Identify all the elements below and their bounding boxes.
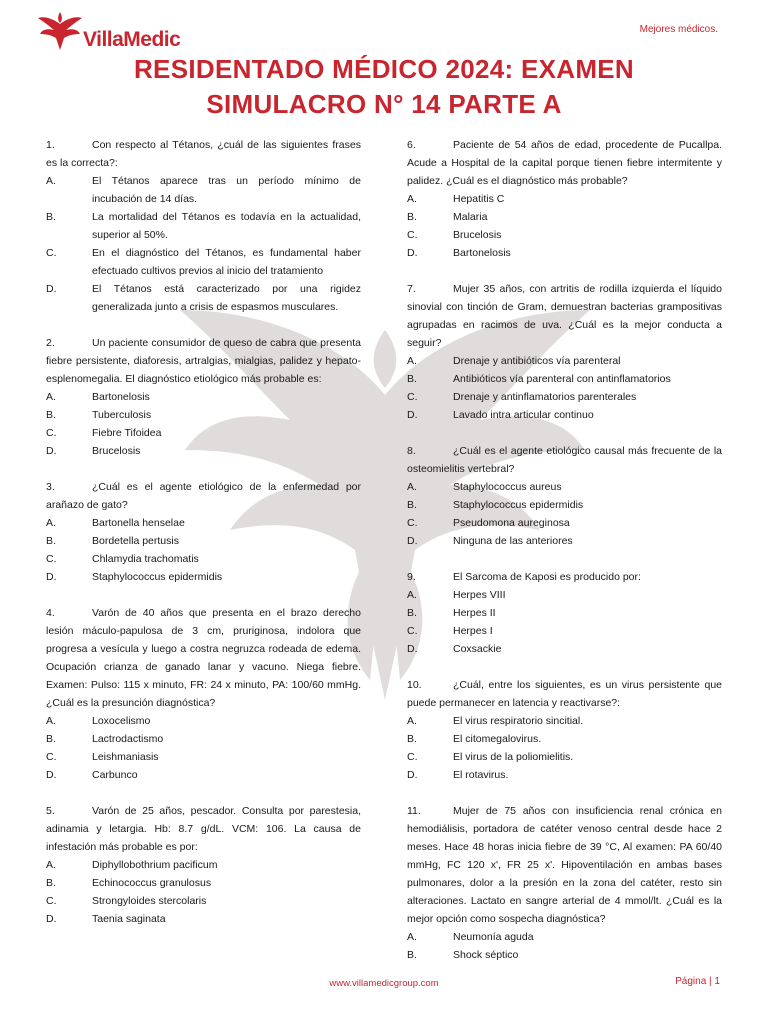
question-text: Con respecto al Tétanos, ¿cuál de las siguientes frases es la correcta?: xyxy=(46,139,361,169)
page-number: Página | 1 xyxy=(675,976,720,987)
option-row xyxy=(46,172,361,208)
option-letter: B. xyxy=(407,607,417,619)
option-row xyxy=(407,712,722,730)
question-stem xyxy=(46,136,361,172)
option-text: Lavado intra articular continuo xyxy=(453,409,594,421)
option-letter: D. xyxy=(407,535,418,547)
option-text: El citomegalovirus. xyxy=(453,733,542,745)
phoenix-icon xyxy=(36,8,84,56)
option-letter: C. xyxy=(407,517,418,529)
option-letter: B. xyxy=(407,499,417,511)
option-letter: D. xyxy=(46,769,57,781)
option-row xyxy=(407,244,722,262)
question-number: 7. xyxy=(407,283,416,295)
option-letter: C. xyxy=(46,895,57,907)
question-number: 4. xyxy=(46,607,55,619)
option-row xyxy=(407,730,722,748)
option-text: El Tétanos aparece tras un período mínimo de incubación de 14 días. xyxy=(92,175,361,205)
option-letter: D. xyxy=(46,445,57,457)
option-text: Lactrodactismo xyxy=(92,733,164,745)
option-text: Brucelosis xyxy=(92,445,141,457)
option-text: Bartonelosis xyxy=(92,391,150,403)
option-letter: D. xyxy=(46,283,57,295)
footer-website-link[interactable]: www.villamedicgroup.com xyxy=(329,978,439,989)
option-text: El virus respiratorio sincitial. xyxy=(453,715,584,727)
option-letter: A. xyxy=(46,715,56,727)
question-item xyxy=(46,802,361,928)
option-row xyxy=(46,514,361,532)
page-header xyxy=(0,0,768,60)
question-stem xyxy=(46,478,361,514)
option-letter: A. xyxy=(407,931,417,943)
option-letter: C. xyxy=(407,229,418,241)
option-row xyxy=(407,388,722,406)
option-row xyxy=(46,748,361,766)
option-letter: A. xyxy=(407,589,417,601)
option-text: Strongyloides stercolaris xyxy=(92,895,207,907)
option-text: La mortalidad del Tétanos es todavía en la actualidad, superior al 50%. xyxy=(92,211,361,241)
option-text: Leishmaniasis xyxy=(92,751,159,763)
question-item xyxy=(407,442,722,550)
question-stem xyxy=(407,568,722,586)
question-text: Varón de 40 años que presenta en el brazo derecho lesión máculo-papulosa de 3 cm, pruriginosa, indolora que progresa a vesícula y luego a costra negruzca rodeada de edema. Ocupación crianza de ganado lanar y vacuno. Niega fiebre. Examen: Pulso: 115 x minuto, FR: 24 x minuto, PA: 100/60 mmHg. ¿Cuál es la presunción diagnóstica? xyxy=(46,607,361,709)
option-row xyxy=(46,856,361,874)
question-text: ¿Cuál, entre los siguientes, es un virus persistente que puede permanecer en latencia y reactivarse?: xyxy=(407,679,722,709)
option-letter: D. xyxy=(46,913,57,925)
title-line-2: SIMULACRO N° 14 PARTE A xyxy=(206,89,562,119)
option-row xyxy=(46,406,361,424)
question-stem xyxy=(46,604,361,712)
option-text: Chlamydia trachomatis xyxy=(92,553,199,565)
option-text: En el diagnóstico del Tétanos, es fundamental haber efectuado cultivos previos al inicio del tratamiento xyxy=(92,247,361,277)
option-row xyxy=(407,946,722,964)
option-letter: D. xyxy=(407,247,418,259)
option-text: Staphylococcus epidermidis xyxy=(92,571,223,583)
option-text: El rotavirus. xyxy=(453,769,509,781)
option-text: Echinococcus granulosus xyxy=(92,877,212,889)
question-item xyxy=(46,334,361,460)
option-letter: C. xyxy=(46,553,57,565)
option-text: Bartonella henselae xyxy=(92,517,185,529)
option-letter: D. xyxy=(407,409,418,421)
option-row xyxy=(46,424,361,442)
question-number: 3. xyxy=(46,481,55,493)
question-number: 9. xyxy=(407,571,416,583)
option-text: Bartonelosis xyxy=(453,247,511,259)
option-row xyxy=(46,892,361,910)
question-item xyxy=(407,280,722,424)
option-letter: A. xyxy=(46,175,56,187)
question-text: Mujer de 75 años con insuficiencia renal crónica en hemodiálisis, portadora de catéter venoso central desde hace 2 meses. Hace 48 horas inicia fiebre de 39 °C, Al examen: PA 60/40 mmHg, FC 120 x', FR 25 x'. Hipoventilación en ambas bases pulmonares, dolor a la presión en la zona del catéter, resto sin alteraciones. Lactato en sangre arterial de 4 mmol/lt. ¿Cuál es la mejor opción como sospecha diagnóstica? xyxy=(407,805,722,925)
option-text: Loxocelismo xyxy=(92,715,151,727)
option-row xyxy=(46,442,361,460)
option-letter: B. xyxy=(407,733,417,745)
option-row xyxy=(407,190,722,208)
question-text: ¿Cuál es el agente etiológico de la enfermedad por arañazo de gato? xyxy=(46,481,361,511)
option-text: Taenia saginata xyxy=(92,913,166,925)
option-row xyxy=(407,370,722,388)
question-number: 2. xyxy=(46,337,55,349)
option-row xyxy=(46,874,361,892)
option-text: Drenaje y antinflamatorios parenterales xyxy=(453,391,637,403)
option-text: El Tétanos está caracterizado por una rigidez generalizada junto a crisis de espasmos musculares. xyxy=(92,283,361,313)
question-stem xyxy=(407,442,722,478)
option-row xyxy=(407,514,722,532)
title-line-1: RESIDENTADO MÉDICO 2024: EXAMEN xyxy=(133,54,634,84)
option-letter: A. xyxy=(46,859,56,871)
question-stem xyxy=(46,802,361,856)
option-text: Staphylococcus epidermidis xyxy=(453,499,584,511)
questions-column-left xyxy=(46,136,361,946)
brand-tagline: Mejores médicos. xyxy=(639,24,718,35)
question-item xyxy=(407,568,722,658)
question-number: 8. xyxy=(407,445,416,457)
option-row xyxy=(407,226,722,244)
option-text: Bordetella pertusis xyxy=(92,535,179,547)
option-letter: C. xyxy=(46,751,57,763)
option-text: Neumonía aguda xyxy=(453,931,534,943)
option-row xyxy=(46,766,361,784)
option-letter: A. xyxy=(46,517,56,529)
option-letter: B. xyxy=(407,949,417,961)
option-letter: B. xyxy=(407,373,417,385)
option-letter: A. xyxy=(407,715,417,727)
question-text: Un paciente consumidor de queso de cabra que presenta fiebre persistente, diaforesis, artralgias, mialgias, palidez y hepato-esplenomegalia. El diagnóstico etiológico más probable es: xyxy=(46,337,361,385)
option-text: Drenaje y antibióticos vía parenteral xyxy=(453,355,621,367)
question-text: Varón de 25 años, pescador. Consulta por parestesia, adinamia y letargia. Hb: 8.7 g/dL. VCM: 106. La causa de infestación más probable es por: xyxy=(46,805,361,853)
question-stem xyxy=(46,334,361,388)
option-text: Staphylococcus aureus xyxy=(453,481,562,493)
question-item xyxy=(46,478,361,586)
option-letter: A. xyxy=(407,355,417,367)
option-row xyxy=(46,568,361,586)
question-text: ¿Cuál es el agente etiológico causal más frecuente de la osteomielitis vertebral? xyxy=(407,445,722,475)
question-stem xyxy=(407,676,722,712)
question-stem xyxy=(407,802,722,928)
question-number: 6. xyxy=(407,139,416,151)
option-text: Herpes VIII xyxy=(453,589,506,601)
option-text: Hepatitis C xyxy=(453,193,505,205)
option-letter: C. xyxy=(407,751,418,763)
option-row xyxy=(46,712,361,730)
question-text: Paciente de 54 años de edad, procedente de Pucallpa. Acude a Hospital de la capital porque tienen fiebre intermitente y palidez. ¿Cuál es el diagnóstico más probable? xyxy=(407,139,722,187)
option-letter: D. xyxy=(407,643,418,655)
brand-logo xyxy=(36,8,196,56)
brand-name: VillaMedic xyxy=(83,28,181,51)
page-title xyxy=(0,52,768,122)
question-number: 5. xyxy=(46,805,55,817)
option-letter: C. xyxy=(407,391,418,403)
option-row xyxy=(46,730,361,748)
option-row xyxy=(407,928,722,946)
option-row xyxy=(407,406,722,424)
question-item xyxy=(407,802,722,964)
option-row xyxy=(407,622,722,640)
question-number: 1. xyxy=(46,139,55,151)
option-row xyxy=(407,586,722,604)
option-row xyxy=(46,244,361,280)
option-letter: B. xyxy=(46,409,56,421)
option-row xyxy=(46,208,361,244)
option-row xyxy=(407,352,722,370)
option-letter: C. xyxy=(46,247,57,259)
option-text: Shock séptico xyxy=(453,949,519,961)
option-text: Fiebre Tifoidea xyxy=(92,427,162,439)
option-text: Tuberculosis xyxy=(92,409,152,421)
option-text: Malaria xyxy=(453,211,488,223)
option-letter: A. xyxy=(407,193,417,205)
question-number: 11. xyxy=(407,805,421,817)
option-row xyxy=(46,532,361,550)
option-text: Antibióticos vía parenteral con antinflamatorios xyxy=(453,373,671,385)
question-stem xyxy=(407,280,722,352)
option-row xyxy=(46,280,361,316)
option-row xyxy=(407,766,722,784)
option-letter: B. xyxy=(46,733,56,745)
option-text: Pseudomona aureginosa xyxy=(453,517,570,529)
question-text: El Sarcoma de Kaposi es producido por: xyxy=(453,571,641,583)
question-text: Mujer 35 años, con artritis de rodilla izquierda el líquido sinovial con tinción de Gram, demuestran bacterias grampositivas agrupadas en racimos de uva. ¿Cuál es la mejor conducta a seguir? xyxy=(407,283,722,349)
option-letter: B. xyxy=(407,211,417,223)
question-item xyxy=(46,604,361,784)
option-text: Carbunco xyxy=(92,769,138,781)
option-text: Herpes I xyxy=(453,625,493,637)
option-row xyxy=(46,550,361,568)
option-row xyxy=(407,640,722,658)
option-row xyxy=(407,208,722,226)
option-row xyxy=(407,496,722,514)
option-letter: A. xyxy=(407,481,417,493)
option-text: Coxsackie xyxy=(453,643,502,655)
option-row xyxy=(407,748,722,766)
question-item xyxy=(46,136,361,316)
option-text: Brucelosis xyxy=(453,229,502,241)
option-letter: A. xyxy=(46,391,56,403)
question-item xyxy=(407,676,722,784)
option-letter: B. xyxy=(46,877,56,889)
option-text: El virus de la poliomielitis. xyxy=(453,751,574,763)
option-text: Ninguna de las anteriores xyxy=(453,535,573,547)
questions-column-right xyxy=(407,136,722,982)
option-letter: D. xyxy=(46,571,57,583)
option-letter: C. xyxy=(407,625,418,637)
option-letter: B. xyxy=(46,535,56,547)
option-letter: D. xyxy=(407,769,418,781)
option-text: Diphyllobothrium pacificum xyxy=(92,859,218,871)
option-text: Herpes II xyxy=(453,607,496,619)
option-row xyxy=(46,388,361,406)
question-number: 10. xyxy=(407,679,422,691)
question-stem xyxy=(407,136,722,190)
option-row xyxy=(407,532,722,550)
option-letter: B. xyxy=(46,211,56,223)
option-row xyxy=(46,910,361,928)
option-row xyxy=(407,478,722,496)
option-row xyxy=(407,604,722,622)
question-item xyxy=(407,136,722,262)
option-letter: C. xyxy=(46,427,57,439)
